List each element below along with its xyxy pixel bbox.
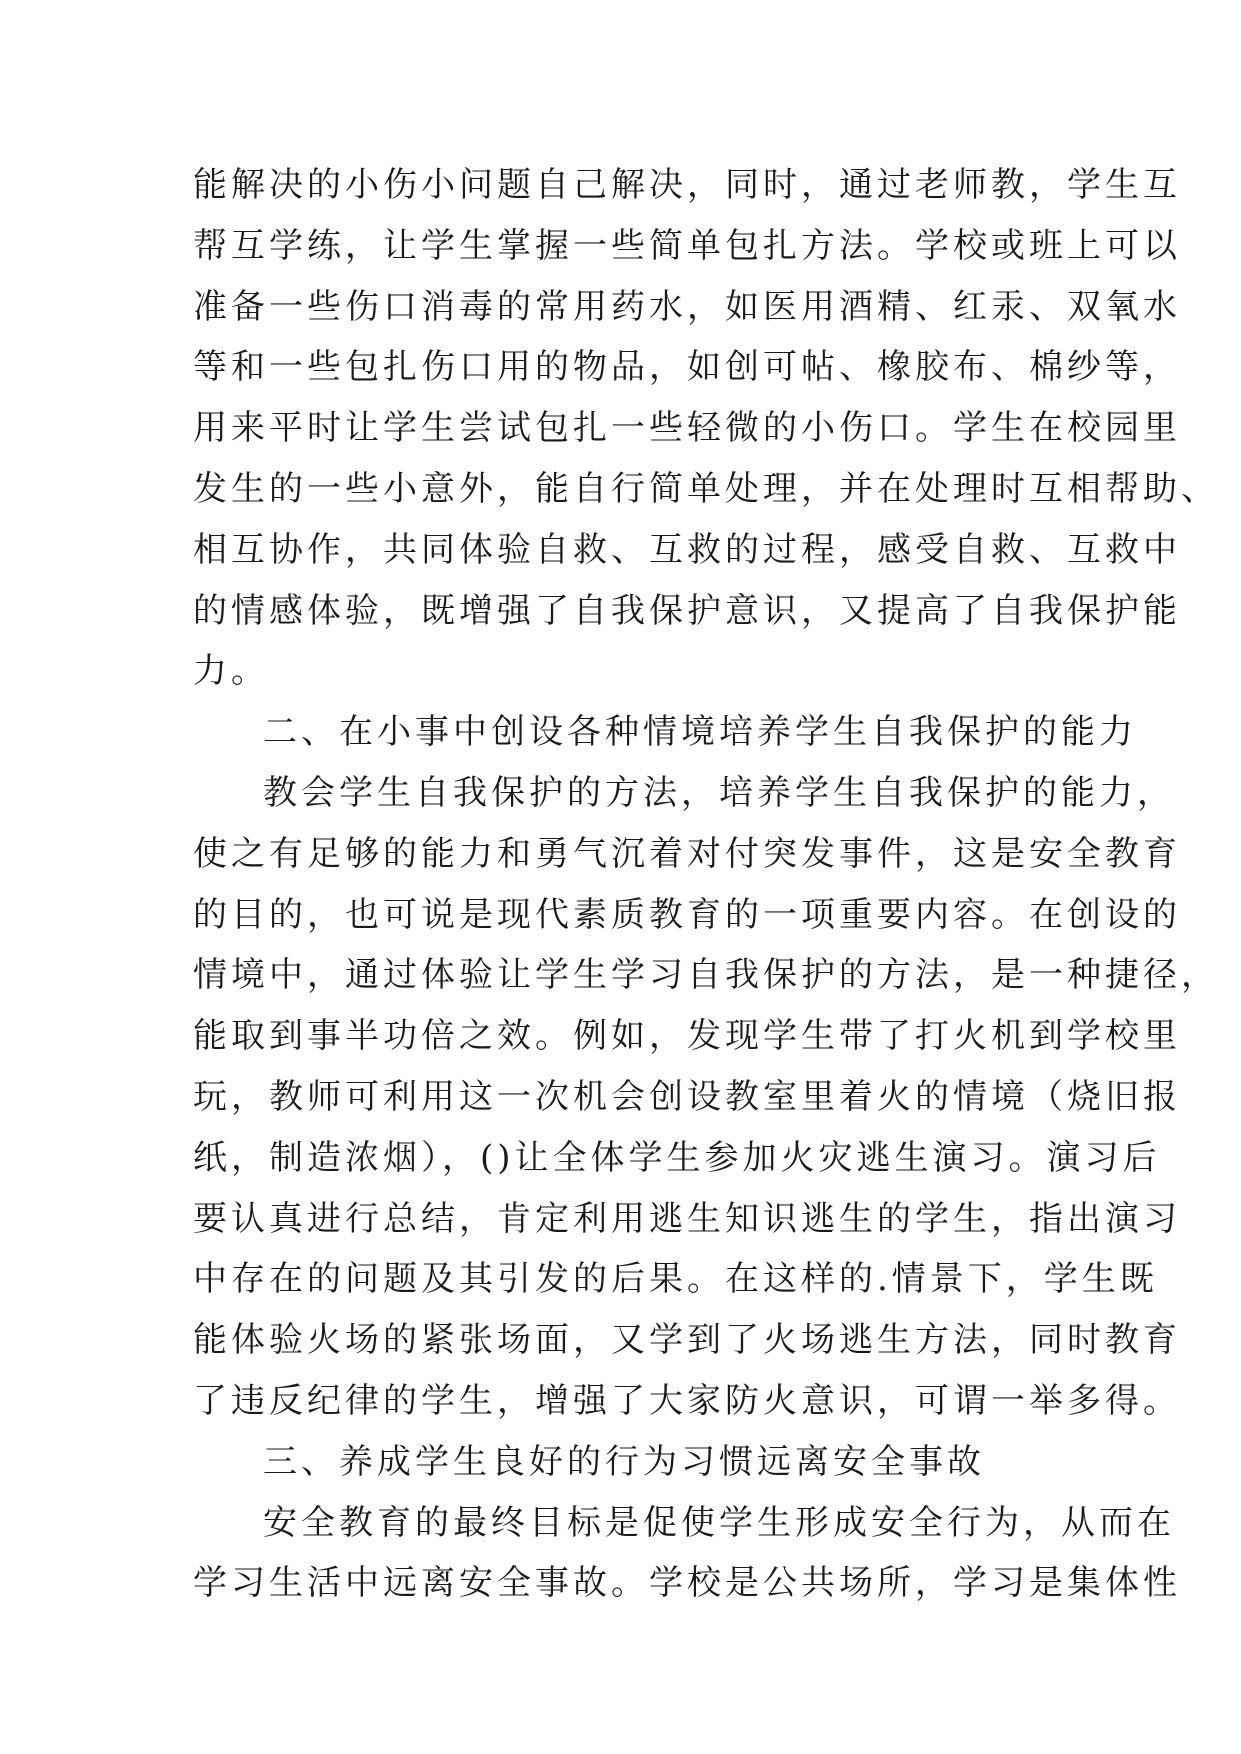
body-text xyxy=(193,155,1219,1614)
text-line: 情境中，通过体验让学生学习自我保护的方法，是一种捷径， xyxy=(193,955,1219,996)
text-line: 相互协作，共同体验自救、互救的过程，感受自救、互救中 xyxy=(193,529,1181,570)
text-line: 等和一些包扎伤口用的物品，如创可帖、橡胶布、棉纱等， xyxy=(193,347,1181,388)
section-heading: 三、养成学生良好的行为习惯远离安全事故 xyxy=(263,1441,985,1482)
text-line: 学习生活中远离安全事故。学校是公共场所，学习是集体性 xyxy=(193,1563,1181,1604)
paragraph-start: 教会学生自我保护的方法，培养学生自我保护的能力， xyxy=(263,772,1175,813)
text-line: 力。 xyxy=(193,651,269,692)
text-line: 用来平时让学生尝试包扎一些轻微的小伤口。学生在校园里 xyxy=(193,408,1181,449)
text-line: 了违反纪律的学生，增强了大家防火意识，可谓一举多得。 xyxy=(193,1380,1181,1421)
text-line: 帮互学练，让学生掌握一些简单包扎方法。学校或班上可以 xyxy=(193,225,1181,266)
text-line: 的目的，也可说是现代素质教育的一项重要内容。在创设的 xyxy=(193,894,1181,935)
text-line: 的情感体验，既增强了自我保护意识，又提高了自我保护能 xyxy=(193,590,1181,631)
text-line: 能取到事半功倍之效。例如，发现学生带了打火机到学校里 xyxy=(193,1016,1181,1057)
text-line: 要认真进行总结，肯定利用逃生知识逃生的学生，指出演习 xyxy=(193,1198,1181,1239)
text-line: 纸，制造浓烟），()让全体学生参加火灾逃生演习。演习后 xyxy=(193,1137,1161,1178)
paragraph-start: 安全教育的最终目标是促使学生形成安全行为，从而在 xyxy=(263,1502,1175,1543)
text-line: 能体验火场的紧张场面，又学到了火场逃生方法，同时教育 xyxy=(193,1320,1181,1361)
text-line: 中存在的问题及其引发的后果。在这样的.情景下，学生既 xyxy=(193,1259,1158,1300)
text-line: 使之有足够的能力和勇气沉着对付突发事件，这是安全教育 xyxy=(193,833,1181,874)
text-line: 发生的一些小意外，能自行简单处理，并在处理时互相帮助、 xyxy=(193,468,1219,509)
text-line: 玩，教师可利用这一次机会创设教室里着火的情境（烧旧报 xyxy=(193,1076,1181,1117)
text-line: 能解决的小伤小问题自己解决，同时，通过老师教，学生互 xyxy=(193,165,1181,205)
text-line: 准备一些伤口消毒的常用药水，如医用酒精、红汞、双氧水 xyxy=(193,286,1181,327)
section-heading: 二、在小事中创设各种情境培养学生自我保护的能力 xyxy=(263,712,1137,753)
